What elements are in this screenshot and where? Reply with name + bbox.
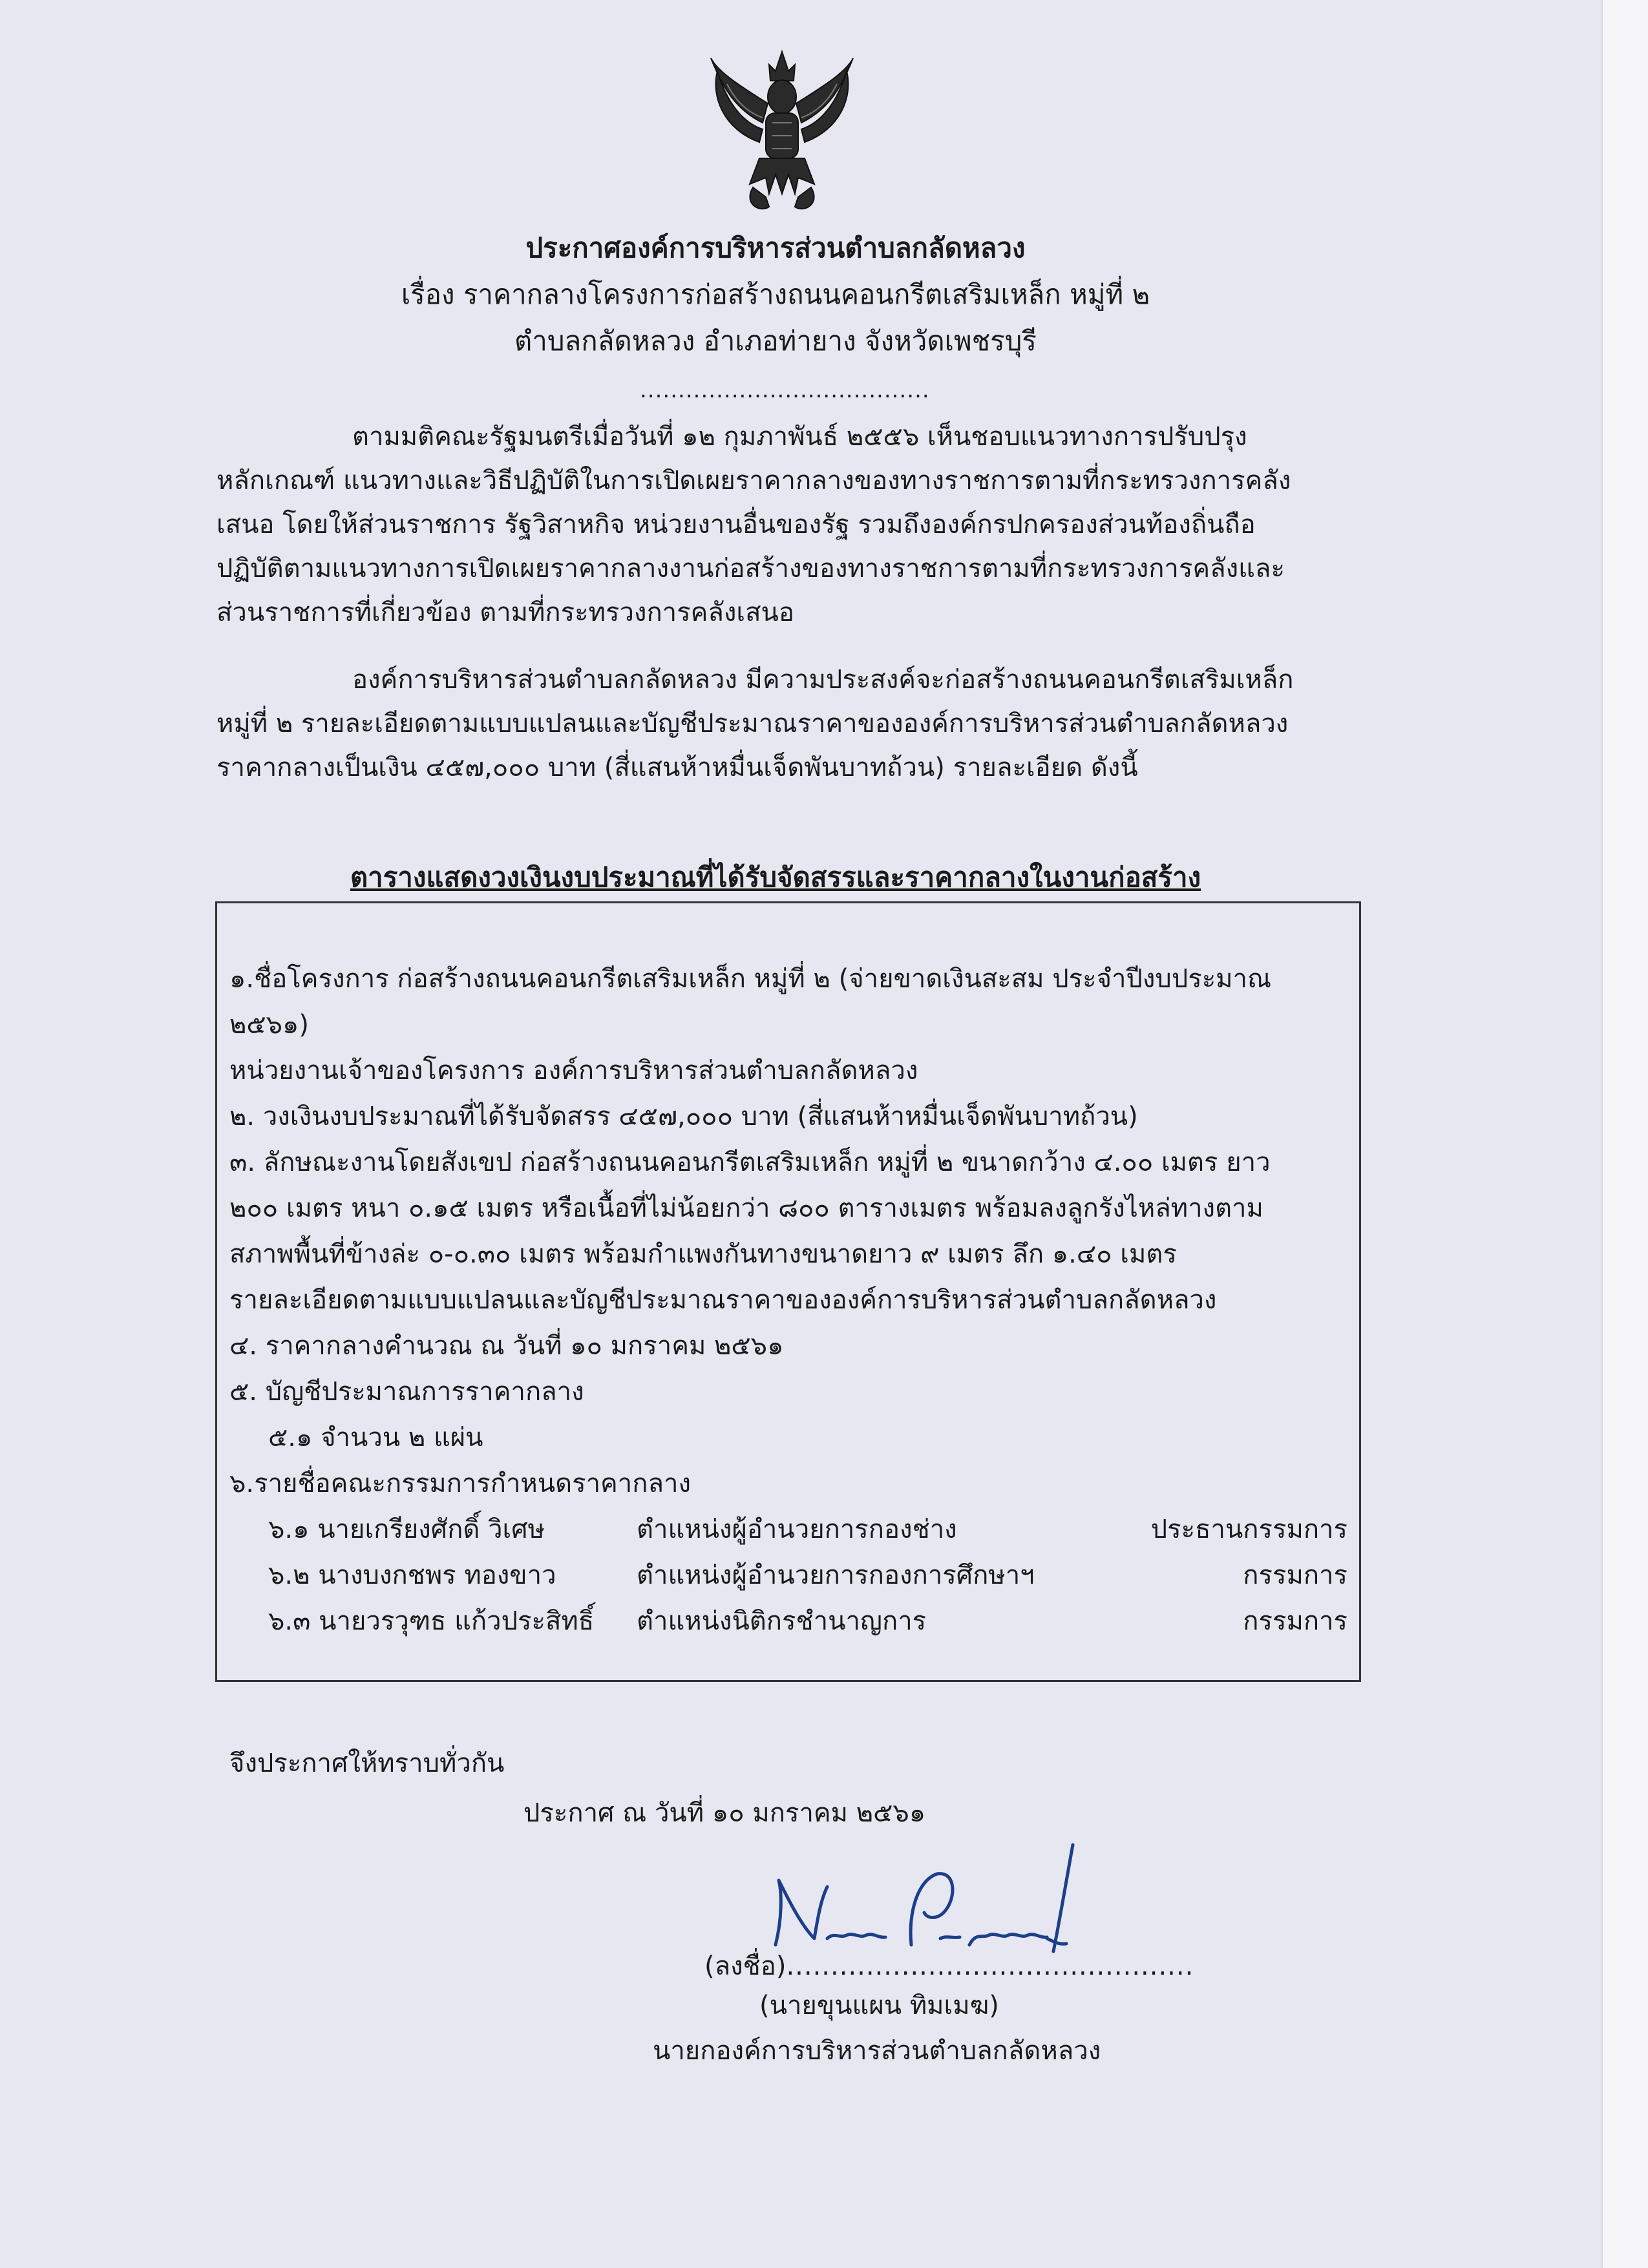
sign-dots: .............................................. <box>786 1951 1194 1981</box>
committee-name: ๖.๒ นางบงกชพร ทองขาว <box>268 1560 556 1590</box>
committee-row <box>229 1553 1347 1599</box>
budget-details <box>229 956 1347 1644</box>
detail-line: ๒. วงเงินงบประมาณที่ได้รับจัดสรร ๔๕๗,๐๐๐ บาท (สี่แสนห้าหมื่นเจ็ดพันบาทถ้วน) <box>229 1102 1138 1131</box>
paragraph-line: เสนอ โดยให้ส่วนราชการ รัฐวิสาหกิจ หน่วยงานอื่นของรัฐ รวมถึงองค์กรปกครองส่วนท้องถิ่นถือ <box>217 510 1256 540</box>
title-separator: ...................................... <box>640 377 930 403</box>
committee-position: ตำแหน่งผู้อำนวยการกองการศึกษาฯ <box>637 1560 1035 1590</box>
paragraph-line: หมู่ที่ ๒ รายละเอียดตามแบบแปลนและบัญชีประมาณราคาขององค์การบริหารส่วนตำบลกลัดหลวง <box>217 709 1289 739</box>
detail-line: ๔. ราคากลางคำนวณ ณ วันที่ ๑๐ มกราคม ๒๕๖๑ <box>229 1331 784 1361</box>
signer-name: (นายขุนแผน ทิมเมฆ) <box>759 1991 999 2021</box>
subject-line: เรื่อง ราคากลางโครงการก่อสร้างถนนคอนกรีตเสริมเหล็ก หมู่ที่ ๒ <box>401 278 1150 310</box>
garuda-emblem-icon <box>698 45 866 220</box>
paragraph-line: องค์การบริหารส่วนตำบลกลัดหลวง มีความประสงค์จะก่อสร้างถนนคอนกรีตเสริมเหล็ก <box>352 665 1294 695</box>
paragraph-line: ราคากลางเป็นเงิน ๔๕๗,๐๐๐ บาท (สี่แสนห้าหมื่นเจ็ดพันบาทถ้วน) รายละเอียด ดังนี้ <box>217 753 1138 782</box>
paragraph-line: ปฏิบัติตามแนวทางการเปิดเผยราคากลางงานก่อสร้างของทางราชการตามที่กระทรวงการคลังและ <box>217 554 1285 583</box>
sign-label: (ลงชื่อ) <box>704 1951 787 1981</box>
paragraph-2 <box>217 658 1335 790</box>
detail-line: หน่วยงานเจ้าของโครงการ องค์การบริหารส่วนตำบลกลัดหลวง <box>229 1056 918 1086</box>
committee-role: กรรมการ <box>1243 1606 1347 1636</box>
committee-heading: ๖.รายชื่อคณะกรรมการกำหนดราคากลาง <box>229 1469 691 1498</box>
scan-edge <box>1601 0 1648 2268</box>
signer-title: นายกองค์การบริหารส่วนตำบลกลัดหลวง <box>653 2036 1101 2066</box>
committee-position: ตำแหน่งผู้อำนวยการกองช่าง <box>637 1515 957 1544</box>
paragraph-line: ส่วนราชการที่เกี่ยวข้อง ตามที่กระทรวงการคลังเสนอ <box>217 598 794 627</box>
detail-line: ๒๐๐ เมตร หนา ๐.๑๕ เมตร หรือเนื้อที่ไม่น้อยกว่า ๘๐๐ ตารางเมตร พร้อมลงลูกรังไหล่ทางตาม <box>229 1193 1263 1223</box>
detail-line: ๓. ลักษณะงานโดยสังเขป ก่อสร้างถนนคอนกรีตเสริมเหล็ก หมู่ที่ ๒ ขนาดกว้าง ๔.๐๐ เมตร ยาว <box>229 1148 1271 1177</box>
title-line: ประกาศองค์การบริหารส่วนตำบลกลัดหลวง <box>525 232 1026 264</box>
detail-line: สภาพพื้นที่ข้างล่ะ ๐-๐.๓๐ เมตร พร้อมกำแพงกันทางขนาดยาว ๙ เมตร ลึก ๑.๔๐ เมตร <box>229 1239 1177 1269</box>
paragraph-line: หลักเกณฑ์ แนวทางและวิธีปฏิบัติในการเปิดเผยราคากลางของทางราชการตามที่กระทรวงการคลัง <box>217 466 1291 496</box>
committee-position: ตำแหน่งนิติกรชำนาญการ <box>637 1606 927 1636</box>
table-title: ตารางแสดงวงเงินงบประมาณที่ได้รับจัดสรรและราคากลางในงานก่อสร้าง <box>350 861 1201 893</box>
closing-announce: จึงประกาศให้ทราบทั่วกัน <box>229 1748 505 1778</box>
signature-line <box>704 1945 1194 1986</box>
committee-row <box>229 1507 1347 1553</box>
committee-role: ประธานกรรมการ <box>1150 1515 1347 1544</box>
detail-line: รายละเอียดตามแบบแปลนและบัญชีประมาณราคาขององค์การบริหารส่วนตำบลกลัดหลวง <box>229 1285 1217 1315</box>
committee-row <box>229 1599 1347 1644</box>
detail-subline: ๕.๑ จำนวน ๒ แผ่น <box>268 1423 483 1453</box>
committee-role: กรรมการ <box>1243 1560 1347 1590</box>
committee-name: ๖.๑ นายเกรียงศักดิ์ วิเศษ <box>268 1515 545 1544</box>
paragraph-1 <box>217 415 1335 635</box>
announcement-title <box>0 225 1551 364</box>
detail-line: ๑.ชื่อโครงการ ก่อสร้างถนนคอนกรีตเสริมเหล็ก หมู่ที่ ๒ (จ่ายขาดเงินสะสม ประจำปีงบประมาณ <box>229 964 1272 994</box>
location-line: ตำบลกลัดหลวง อำเภอท่ายาง จังหวัดเพชรบุรี <box>514 325 1037 357</box>
detail-line: ๕. บัญชีประมาณการราคากลาง <box>229 1377 584 1407</box>
detail-line: ๒๕๖๑) <box>229 1010 310 1040</box>
paragraph-line: ตามมติคณะรัฐมนตรีเมื่อวันที่ ๑๒ กุมภาพันธ์ ๒๕๕๖ เห็นชอบแนวทางการปรับปรุง <box>352 422 1247 452</box>
committee-name: ๖.๓ นายวรวุฑธ แก้วประสิทธิ์ <box>268 1606 595 1636</box>
announcement-date: ประกาศ ณ วันที่ ๑๐ มกราคม ๒๕๖๑ <box>523 1798 926 1828</box>
